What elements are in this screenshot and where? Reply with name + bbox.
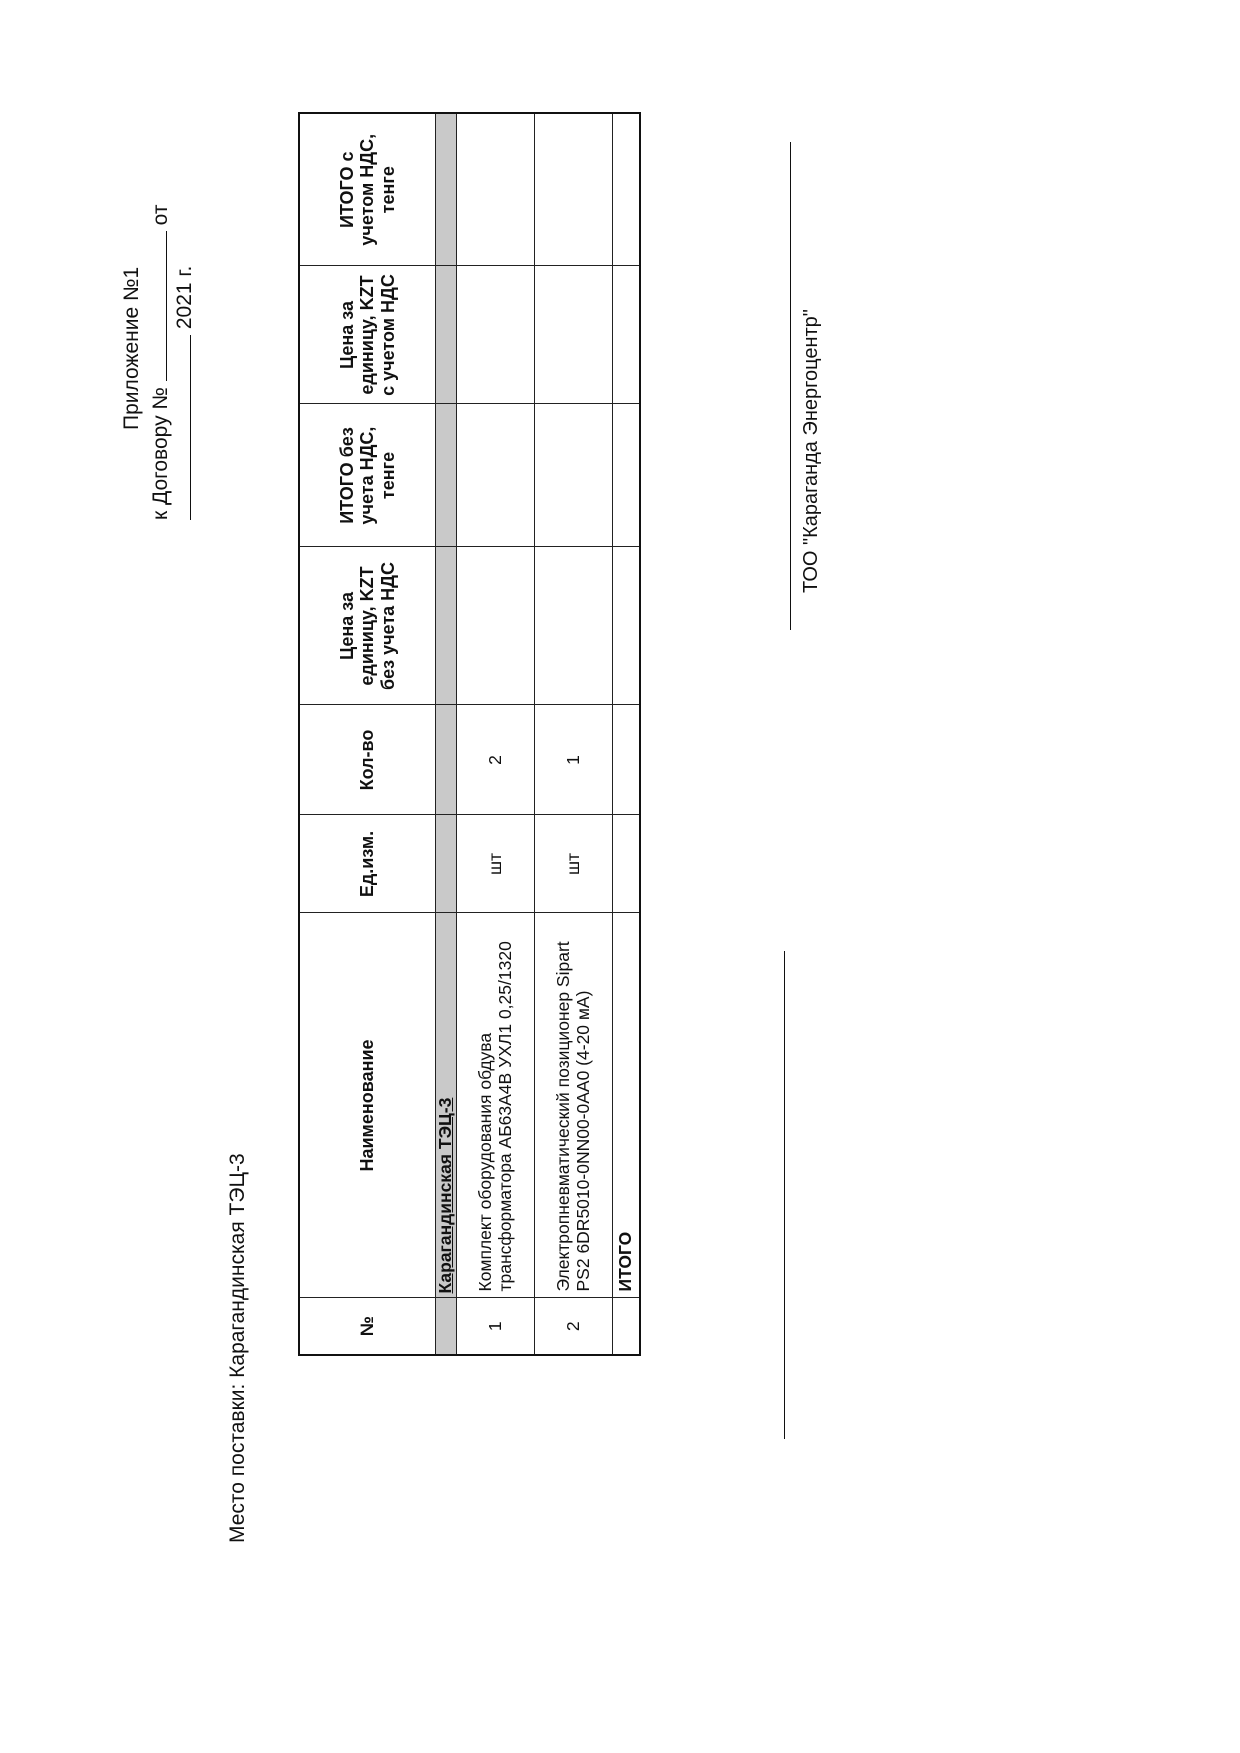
- group-row: [436, 113, 457, 1355]
- appendix-title: Приложение №1: [120, 266, 143, 430]
- signature-line-right: [790, 142, 791, 630]
- company-name: ТОО "Караганда Энергоцентр": [800, 309, 822, 593]
- row-name: Комплект оборудования обдува трансформатора АБ63А4В УХЛ1 0,25/1320: [457, 913, 535, 1298]
- row-total-no-vat: [535, 404, 613, 547]
- table-header-row: [299, 113, 436, 1355]
- contract-number-blank: [148, 231, 167, 381]
- group-cell-num: [436, 1298, 457, 1355]
- row-price-no-vat: [535, 547, 613, 705]
- row-price-vat: [535, 266, 613, 404]
- signature-line-left: [784, 951, 785, 1439]
- header-unit: Ед.изм.: [299, 815, 436, 913]
- contract-from: от: [149, 204, 172, 226]
- row-price-vat: [457, 266, 535, 404]
- header-qty: Кол-во: [299, 705, 436, 815]
- row-qty: 1: [535, 705, 613, 815]
- contract-date-blank: [172, 335, 191, 520]
- header-name: Наименование: [299, 913, 436, 1298]
- table-row: [457, 113, 535, 1355]
- items-table: [298, 112, 641, 1356]
- row-total-no-vat: [457, 404, 535, 547]
- delivery-place: Место поставки: Карагандинская ТЭЦ-3: [226, 1153, 249, 1543]
- contract-line: [148, 205, 173, 520]
- row-unit: шт: [457, 815, 535, 913]
- total-cell-num: [613, 1298, 641, 1355]
- row-num: 2: [535, 1298, 613, 1355]
- contract-prefix: к Договору №: [149, 387, 172, 520]
- row-num: 1: [457, 1298, 535, 1355]
- total-row: [613, 113, 641, 1355]
- header-price-vat: Цена за единицу, KZT с учетом НДС: [299, 266, 436, 404]
- contract-year: 2021 г.: [173, 265, 196, 330]
- row-name: Электропневматический позиционер Sipart PS2 6DR5010-0NN00-0AA0 (4-20 мА): [535, 913, 613, 1298]
- header-total-no-vat: ИТОГО без учета НДС, тенге: [299, 404, 436, 547]
- header-total-vat: ИТОГО с учетом НДС, тенге: [299, 113, 436, 266]
- row-unit: шт: [535, 815, 613, 913]
- row-total-vat: [457, 113, 535, 266]
- row-total-vat: [535, 113, 613, 266]
- table-row: [535, 113, 613, 1355]
- row-price-no-vat: [457, 547, 535, 705]
- contract-date-line: [172, 266, 197, 520]
- row-qty: 2: [457, 705, 535, 815]
- header-num: №: [299, 1298, 436, 1355]
- header-price-no-vat: Цена за единицу, KZT без учета НДС: [299, 547, 436, 705]
- group-name: Карагандинская ТЭЦ-3: [436, 913, 457, 1298]
- total-label: ИТОГО: [613, 913, 641, 1298]
